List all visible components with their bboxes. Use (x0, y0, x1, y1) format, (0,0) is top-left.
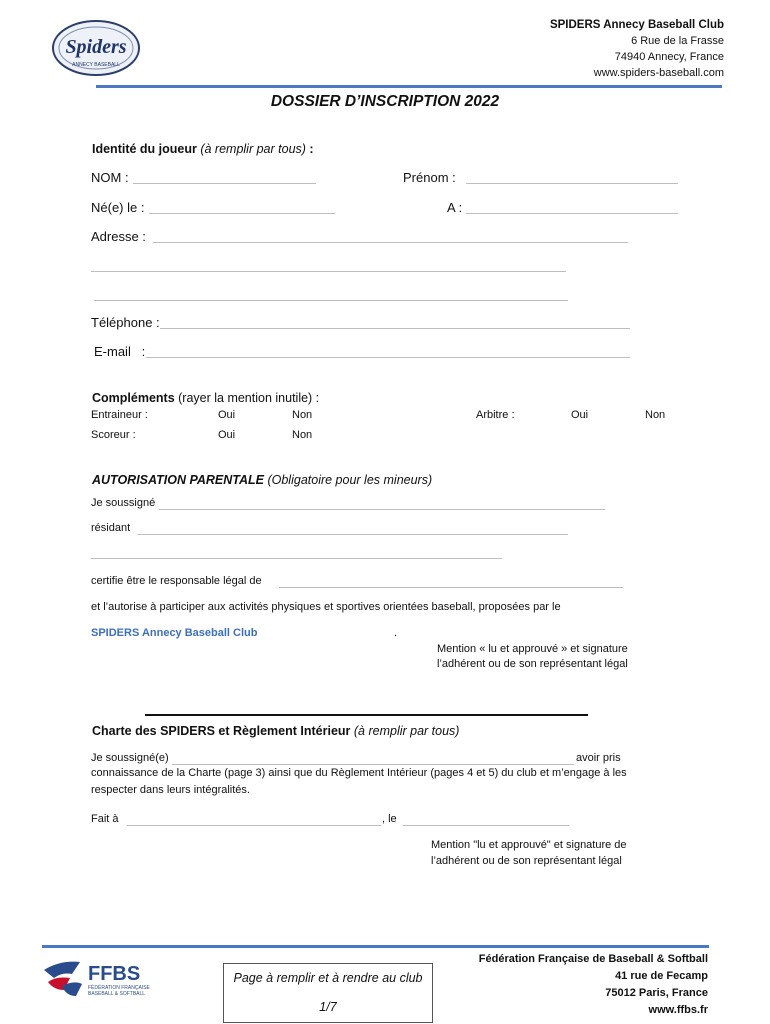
nom-field[interactable] (133, 183, 316, 184)
autorisation-club-name: SPIDERS Annecy Baseball Club (91, 627, 258, 639)
identite-heading-colon: : (305, 142, 314, 156)
charte-je-soussigne: Je soussigné(e) (91, 752, 169, 764)
autorisation-autorise-text: et l’autorise à participer aux activités physiques et sportives orientées baseball, proposées par le (91, 601, 561, 613)
autorisation-heading-text: AUTORISATION PARENTALE (92, 473, 264, 487)
email-label: E-mail : (94, 344, 146, 359)
autorisation-heading (92, 473, 432, 487)
adresse-field-1[interactable] (153, 242, 628, 243)
complements-heading (92, 391, 319, 405)
header-divider (96, 85, 722, 88)
ffbs-logo-sub2: BASEBALL & SOFTBALL (88, 991, 146, 997)
charte-mention-line1: Mention "lu et approuvé" et signature de (431, 839, 627, 851)
federation-address2: 75012 Paris, France (605, 987, 708, 999)
federation-name: Fédération Française de Baseball & Softball (478, 953, 708, 965)
adresse-field-3[interactable] (94, 300, 568, 301)
spiders-logo-subtext: ANNECY BASEBALL (72, 62, 120, 68)
autorisation-heading-note: (Obligatoire pour les mineurs) (264, 473, 433, 487)
lieu-label: A : (447, 200, 463, 215)
autorisation-mention-line2: l’adhérent ou de son représentant légal (437, 658, 628, 670)
club-address-line2: 74940 Annecy, France (614, 51, 724, 63)
ffbs-logo-sub1: FÉDÉRATION FRANÇAISE (88, 985, 150, 991)
complements-heading-text: Compléments (92, 391, 175, 405)
footer-page-number: 1/7 (319, 1000, 337, 1014)
charte-fait-a: Fait à (91, 813, 119, 825)
entraineur-oui[interactable]: Oui (218, 409, 236, 421)
adresse-label: Adresse : (91, 229, 146, 244)
autorisation-mention-line1: Mention « lu et approuvé » et signature (437, 643, 628, 655)
email-field[interactable] (146, 357, 630, 358)
ne-le-field[interactable] (149, 213, 335, 214)
autorisation-adresse-field-1[interactable] (138, 534, 568, 535)
telephone-label: Téléphone : (91, 315, 160, 330)
identite-heading-note: (à remplir par tous) (200, 142, 306, 156)
spiders-logo (50, 18, 142, 78)
charte-nom-field[interactable] (172, 764, 574, 765)
complements-heading-note: (rayer la mention inutile) : (174, 391, 320, 405)
federation-address1: 41 rue de Fecamp (615, 970, 708, 982)
page-title: DOSSIER D’INSCRIPTION 2022 (270, 93, 500, 110)
identite-heading-text: Identité du joueur (92, 142, 197, 156)
autorisation-certifie: certifie être le responsable légal de (91, 575, 262, 587)
autorisation-enfant-field[interactable] (279, 587, 623, 588)
autorisation-nom-field[interactable] (159, 509, 605, 510)
entraineur-non[interactable]: Non (292, 409, 313, 421)
identite-heading (92, 142, 314, 156)
section-divider (145, 714, 588, 716)
charte-date-field[interactable] (403, 825, 569, 826)
prenom-field[interactable] (466, 183, 678, 184)
autorisation-residant: résidant (91, 522, 131, 534)
charte-heading-text: Charte des SPIDERS et Règlement Intérieur (92, 724, 351, 738)
footer-box-line1: Page à remplir et à rendre au club (233, 971, 423, 985)
arbitre-oui[interactable]: Oui (571, 409, 589, 421)
charte-le: , le (382, 813, 397, 825)
spiders-logo-text: Spiders (65, 36, 127, 58)
lieu-field[interactable] (466, 213, 678, 214)
ne-le-label: Né(e) le : (91, 200, 145, 215)
footer-page-box (223, 963, 433, 1023)
prenom-label: Prénom : (403, 170, 456, 185)
scoreur-non[interactable]: Non (292, 429, 313, 441)
charte-text-line2: connaissance de la Charte (page 3) ainsi que du Règlement Intérieur (pages 4 et 5) du club et m’engage à les (91, 767, 627, 779)
ffbs-logo-text: FFBS (88, 963, 141, 985)
arbitre-non[interactable]: Non (645, 409, 666, 421)
charte-text-line3: respecter dans leurs intégralités. (91, 784, 250, 796)
scoreur-oui[interactable]: Oui (218, 429, 236, 441)
scoreur-label: Scoreur : (91, 429, 136, 441)
charte-avoir-pris: avoir pris (576, 752, 621, 764)
federation-address-block (479, 951, 708, 1019)
arbitre-label: Arbitre : (476, 409, 515, 421)
footer-divider (42, 945, 709, 948)
club-website: www.spiders-baseball.com (593, 67, 724, 79)
entraineur-label: Entraineur : (91, 409, 148, 421)
autorisation-adresse-field-2[interactable] (91, 558, 502, 559)
charte-lieu-field[interactable] (127, 825, 381, 826)
nom-label: NOM : (91, 170, 129, 185)
charte-heading (92, 724, 459, 738)
charte-mention-line2: l’adhérent ou de son représentant légal (431, 855, 622, 867)
autorisation-period: . (394, 627, 398, 639)
charte-heading-note: (à remplir par tous) (350, 724, 460, 738)
autorisation-je-soussigne: Je soussigné (91, 497, 156, 509)
adresse-field-2[interactable] (91, 271, 566, 272)
club-address-line1: 6 Rue de la Frasse (631, 35, 724, 47)
club-address-block (550, 17, 724, 81)
ffbs-logo (42, 956, 182, 1001)
federation-website: www.ffbs.fr (648, 1004, 708, 1016)
club-name: SPIDERS Annecy Baseball Club (549, 19, 724, 31)
telephone-field[interactable] (160, 328, 630, 329)
